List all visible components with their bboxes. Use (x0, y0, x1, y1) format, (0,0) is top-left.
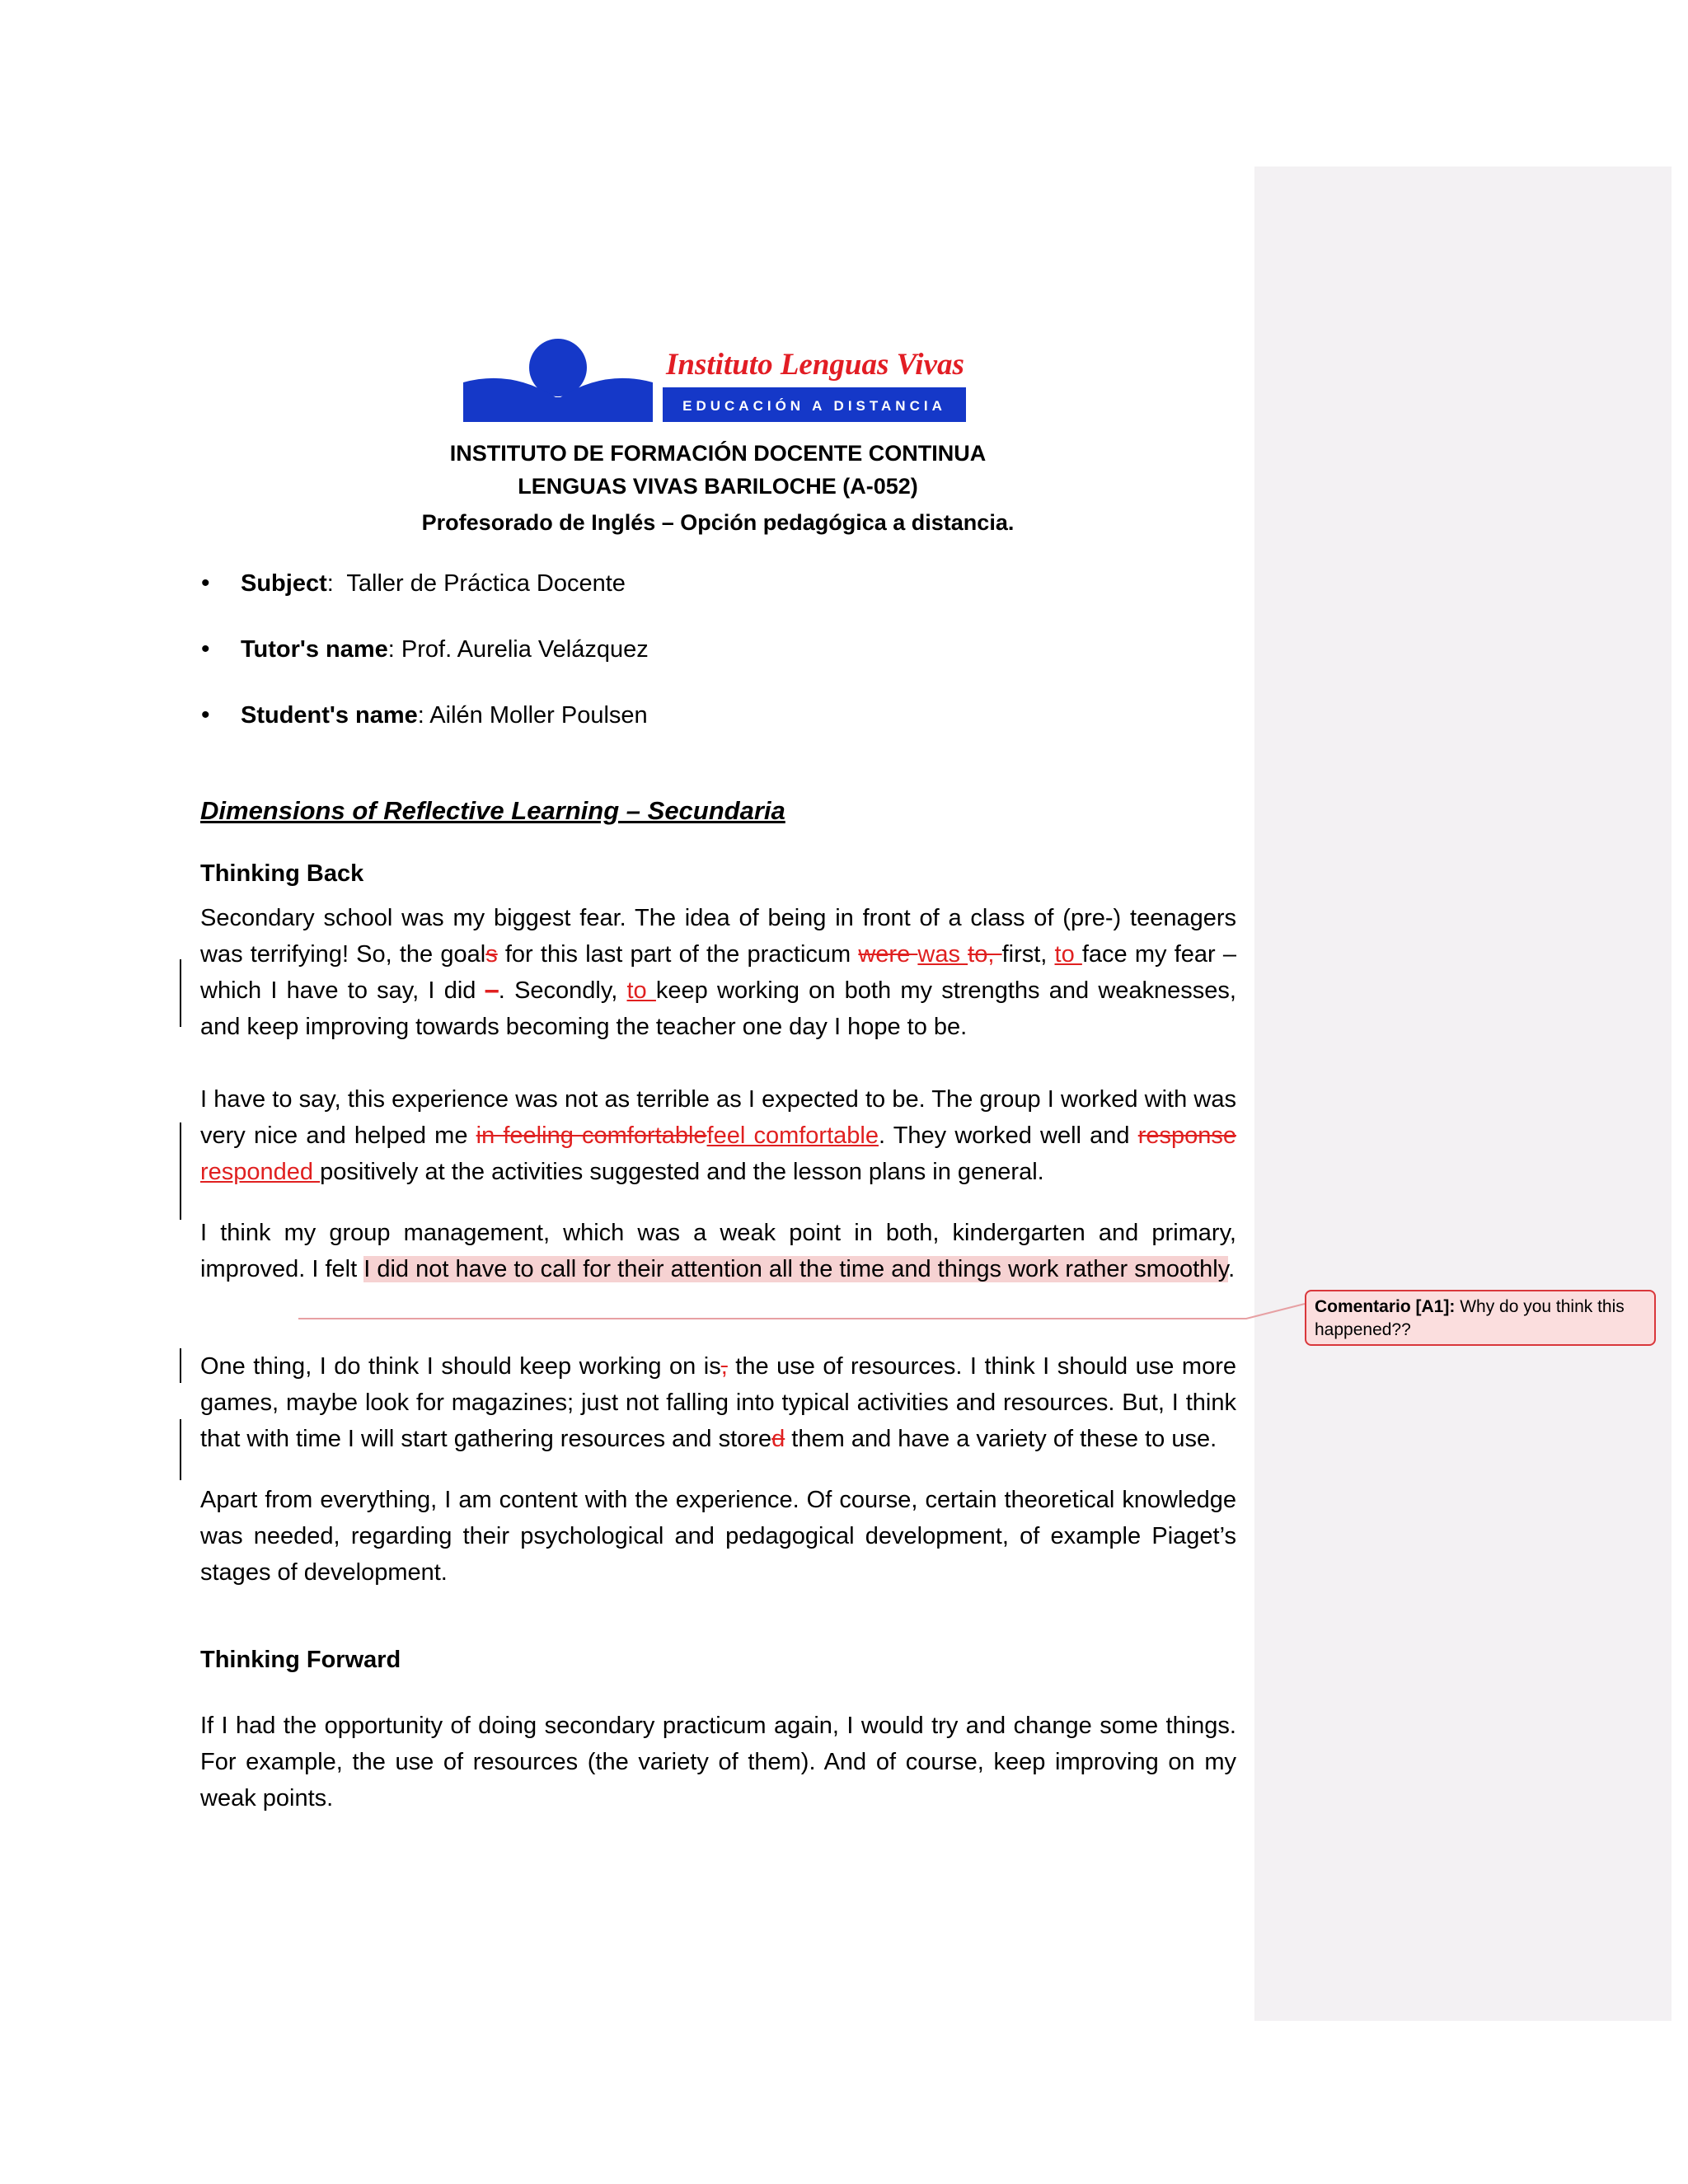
student-label: Student's name (241, 702, 418, 729)
header-line-1: INSTITUTO DE FORMACIÓN DOCENTE CONTINUA (449, 441, 987, 466)
comment-text: Why do you think this happened?? (1315, 1297, 1625, 1339)
tutor-label: Tutor's name (241, 636, 388, 663)
tutor-sep: : (387, 636, 401, 663)
section-title: Dimensions of Reflective Learning – Secundaria (200, 796, 785, 825)
student-value: Ailén Moller Poulsen (429, 702, 648, 729)
text-run: I have to say, this experience was not as terrible as I expected to be. The group I worked with was very nice and helped me (200, 1086, 1236, 1149)
institution-header (198, 437, 1238, 539)
list-item-student (198, 699, 1238, 732)
text-run: keep working on both my strengths and weaknesses, and keep improving towards becoming the teacher one day I hope to be. (200, 977, 1236, 1040)
paragraph-3 (200, 1215, 1236, 1287)
deletion: to, (968, 941, 1002, 968)
insertion: to (1054, 941, 1082, 968)
subject-sep: : (326, 570, 347, 597)
deletion: were (858, 941, 918, 968)
bullet-icon: • (201, 635, 210, 663)
thinking-back-title: Thinking Back (200, 860, 364, 887)
logo-name: Instituto Lenguas Vivas (666, 348, 964, 382)
text-run: . They worked well and (878, 1122, 1138, 1149)
paragraph-1 (200, 900, 1236, 1045)
text-run: . (1228, 1256, 1236, 1282)
header-line-3: Profesorado de Inglés – Opción pedagógica a distancia. (421, 510, 1015, 535)
deletion: s (485, 941, 498, 968)
insertion: to (626, 977, 656, 1004)
subject-label: Subject (241, 570, 327, 597)
change-bar (180, 1122, 181, 1220)
text-run: them and have a variety of these to use. (785, 1426, 1217, 1452)
comment-label: Comentario [A1]: (1315, 1297, 1456, 1316)
logo-tagline: EDUCACIÓN A DISTANCIA (682, 398, 946, 414)
text-run: positively at the activities suggested and the lesson plans in general. (320, 1159, 1044, 1185)
text-run: first, (1001, 941, 1055, 968)
deletion: – (485, 977, 499, 1004)
text-run: Secondary school was my biggest fear. The idea of being in front of a class of (pre-) teenagers was terrifying! So, the goal (200, 905, 1236, 968)
insertion: feel comfortable (706, 1122, 879, 1149)
comment-balloon[interactable] (1305, 1290, 1656, 1346)
student-sep: : (417, 702, 430, 729)
comment-pane (1254, 166, 1672, 2021)
paragraph-2 (200, 1081, 1236, 1190)
deletion: , (720, 1353, 728, 1380)
text-run: One thing, I do think I should keep working on is (200, 1353, 721, 1380)
text-run: the use of resources. I think I should use more games, maybe look for magazines; just not falling into typical activities and resources. But, I think that with time I will start gathering resources and store (200, 1353, 1236, 1452)
header-line-2: LENGUAS VIVAS BARILOCHE (A-052) (518, 474, 918, 499)
deletion: in feeling comfortable (476, 1122, 707, 1149)
subject-value: Taller de Práctica Docente (346, 570, 626, 597)
commented-text[interactable]: I did not have to call for their attention all the time and things work rather smoothly (363, 1256, 1229, 1282)
text-run: I think my group management, which was a weak point in both, kindergarten and primary, improved. I felt (200, 1220, 1236, 1282)
bullet-icon: • (201, 569, 210, 597)
paragraph-6: If I had the opportunity of doing secondary practicum again, I would try and change some things. For example, the use of resources (the variety of them). And of course, keep improving on my weak points. (200, 1713, 1236, 1811)
text-run: for this last part of the practicum (497, 941, 859, 968)
change-bar (180, 1348, 181, 1383)
paragraph-4 (200, 1348, 1236, 1457)
bullet-icon: • (201, 701, 210, 729)
change-bar (180, 1419, 181, 1480)
change-bar (180, 959, 181, 1027)
text-run: face my fear –which I have to say, I did (200, 941, 1236, 1004)
text-run: . Secondly, (498, 977, 627, 1004)
deletion: d (771, 1426, 785, 1452)
deletion: response (1137, 1122, 1237, 1149)
insertion: responded (200, 1159, 321, 1185)
institute-logo (462, 336, 966, 425)
info-list (198, 567, 1238, 765)
paragraph-5: Apart from everything, I am content with the experience. Of course, certain theoretical knowledge was needed, regarding their psychological and pedagogical development, of example Piaget’s stages of development. (200, 1487, 1236, 1586)
list-item-subject (198, 567, 1238, 600)
list-item-tutor (198, 633, 1238, 666)
thinking-forward-title: Thinking Forward (200, 1647, 401, 1673)
insertion: was (917, 941, 968, 968)
tutor-value: Prof. Aurelia Velázquez (401, 636, 649, 663)
